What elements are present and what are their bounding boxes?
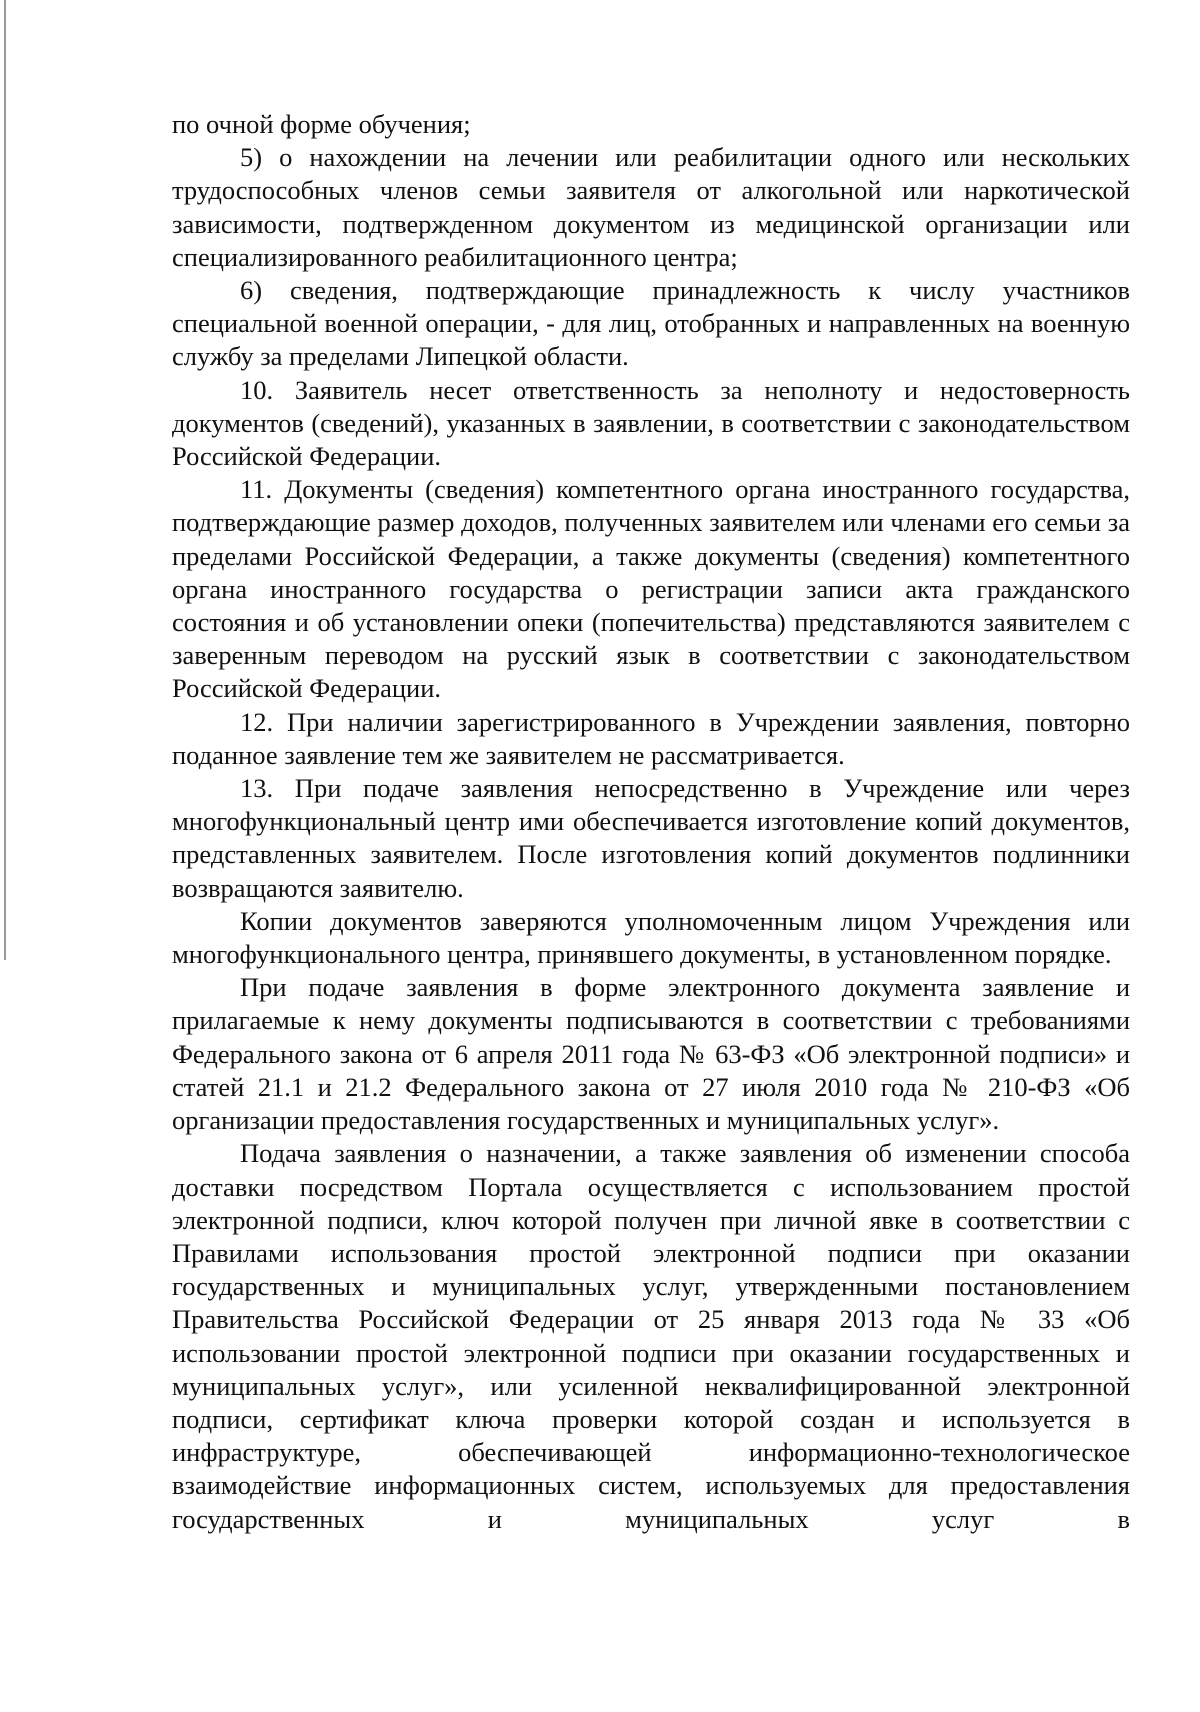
paragraph-12: 12. При наличии зарегистрированного в Учреждении заявления, повторно поданное заявление тем же заявителем не рассматривается.: [172, 706, 1130, 770]
paragraph-electronic-document: При подаче заявления в форме электронного документа заявление и прилагаемые к нему документы подписываются в соответствии с требованиями Федерального закона от 6 апреля 2011 года № 63-ФЗ «Об электронной подписи» и статей 21.1 и 21.2 Федерального закона от 27 июля 2010 года № 210-ФЗ «Об организации предоставления государственных и муниципальных услуг».: [172, 972, 1130, 1136]
paragraph-11: 11. Документы (сведения) компетентного органа иностранного государства, подтверждающие размер доходов, полученных заявителем или членами его семьи за пределами Российской Федерации, а также документы (сведения) компетентного органа иностранного государства о регистрации записи акта гражданского состояния и об установлении опеки (попечительства) представляются заявителем с заверенным переводом на русский язык в соответствии с законодательством Российской Федерации.: [172, 474, 1130, 704]
paragraph-item-5: 5) о нахождении на лечении или реабилитации одного или нескольких трудоспособных членов семьи заявителя от алкогольной или наркотической зависимости, подтвержденном документом из медицинской организации или специализированного реабилитационного центра;: [172, 142, 1130, 272]
paragraph-10: 10. Заявитель несет ответственность за неполноту и недостоверность документов (сведений), указанных в заявлении, в соответствии с законодательством Российской Федерации.: [172, 374, 1130, 472]
scan-edge-line: [4, 0, 6, 960]
paragraph-continuation: по очной форме обучения;: [172, 109, 471, 139]
document-body: [172, 108, 1130, 1536]
paragraph-portal-submission: Подача заявления о назначении, а также заявления об изменении способа доставки посредством Портала осуществляется с использованием простой электронной подписи, ключ которой получен при личной явке в соответствии с Правилами использования простой электронной подписи при оказании государственных и муниципальных услуг, утвержденными постановлением Правительства Российской Федерации от 25 января 2013 года № 33 «Об использовании простой электронной подписи при оказании государственных и муниципальных услуг», или усиленной неквалифицированной электронной подписи, сертификат ключа проверки которой создан и используется в инфраструктуре, обеспечивающей информационно-технологическое взаимодействие информационных систем, используемых для предоставления государственных и муниципальных услуг в: [172, 1138, 1130, 1534]
paragraph-copies: Копии документов заверяются уполномоченным лицом Учреждения или многофункционального центра, принявшего документы, в установленном порядке.: [172, 905, 1130, 970]
paragraph-13: 13. При подаче заявления непосредственно в Учреждение или через многофункциональный центр ими обеспечивается изготовление копий документов, представленных заявителем. После изготовления копий документов подлинники возвращаются заявителю.: [172, 773, 1130, 903]
paragraph-item-6: 6) сведения, подтверждающие принадлежность к числу участников специальной военной операции, - для лиц, отобранных и направленных на военную службу за пределами Липецкой области.: [172, 275, 1130, 372]
